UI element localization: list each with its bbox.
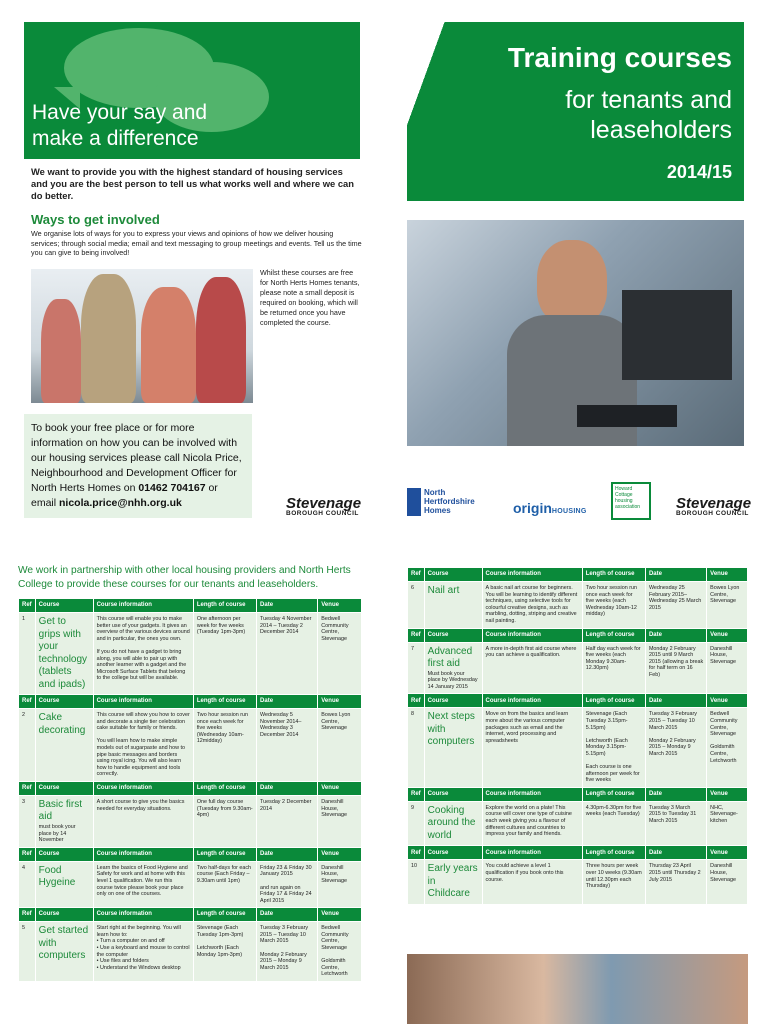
header-venue: Venue bbox=[318, 847, 362, 861]
header-length: Length of course bbox=[193, 599, 256, 613]
course-length: Half day each week for five weeks (each Monday 9.30am-12.30pm) bbox=[582, 642, 645, 694]
course-name-cell bbox=[424, 642, 482, 694]
course-length: Two hour session run once each week for five weeks (Wednesday 10am-12midday) bbox=[193, 709, 256, 782]
course-name: Nail art bbox=[427, 585, 460, 596]
course-date: Tuesday 3 February 2015 – Tuesday 10 March 2015 Monday 2 February 2015 – Monday 9 March 2015 bbox=[645, 708, 706, 788]
header-ref: Ref bbox=[408, 846, 425, 860]
course-date: Wednesday 5 November 2014– Wednesday 3 December 2014 bbox=[257, 709, 318, 782]
table-header-row bbox=[408, 628, 748, 642]
table-header-row bbox=[19, 847, 362, 861]
course-date: Friday 23 & Friday 30 January 2015 and run again on Friday 17 & Friday 24 April 2015 bbox=[257, 861, 318, 908]
nhh-logo-icon bbox=[407, 488, 421, 516]
header-ref: Ref bbox=[19, 781, 36, 795]
header-ref: Ref bbox=[19, 908, 36, 922]
course-activities-photo-strip bbox=[407, 954, 748, 1024]
course-ref: 10 bbox=[408, 860, 425, 905]
course-name-cell bbox=[424, 582, 482, 629]
course-row bbox=[408, 582, 748, 629]
table-header-row bbox=[408, 568, 748, 582]
booking-text: To book your free place or for more information on how you can be involved with our housing services please call Nicola Price, Neighbourhood and Development Officer for North Herts Homes on bbox=[31, 422, 242, 494]
header-ref: Ref bbox=[408, 787, 425, 801]
course-length: Two hour session run once each week for five weeks (each Wednesday 10am-12 midday) bbox=[582, 582, 645, 629]
header-ref: Ref bbox=[408, 568, 425, 582]
header-venue: Venue bbox=[318, 599, 362, 613]
course-length: Stevenage (Each Tuesday 3.15pm-5.15pm) Letchworth (Each Monday 3.15pm-5.15pm) Each course is one afternoon per week for five weeks bbox=[582, 708, 645, 788]
email-link[interactable]: nicola.price@nhh.org.uk bbox=[59, 497, 182, 509]
course-ref: 1 bbox=[19, 613, 36, 695]
origin-logo: originHOUSING bbox=[513, 500, 587, 516]
header-date: Date bbox=[645, 694, 706, 708]
course-name: Cooking around the world bbox=[427, 804, 476, 841]
booking-info-box: To book your free place or for more information on how you can be involved with our housing services please call Nicola Price, Neighbourhood and Development Officer for North Herts Homes on 01462 704167 or email nicola.price@nhh.org.uk bbox=[24, 414, 252, 518]
header-date: Date bbox=[645, 568, 706, 582]
table-header-row bbox=[19, 781, 362, 795]
header-ref: Ref bbox=[408, 694, 425, 708]
course-length: Two half-days for each course (Each Friday – 9.30am until 1pm) bbox=[193, 861, 256, 908]
header-date: Date bbox=[257, 847, 318, 861]
header-info: Course information bbox=[482, 628, 582, 642]
header-course: Course bbox=[35, 695, 93, 709]
course-ref: 8 bbox=[408, 708, 425, 788]
header-info: Course information bbox=[93, 599, 193, 613]
header-venue: Venue bbox=[707, 568, 748, 582]
course-date: Tuesday 3 March 2015 to Tuesday 31 March 2015 bbox=[645, 801, 706, 846]
header-venue: Venue bbox=[318, 908, 362, 922]
course-ref: 5 bbox=[19, 922, 36, 982]
course-row bbox=[19, 922, 362, 982]
header-info: Course information bbox=[93, 847, 193, 861]
table-header-row bbox=[408, 787, 748, 801]
course-note: must book your place by 14 November bbox=[38, 823, 76, 844]
course-info: You could achieve a level 1 qualification if you book onto this course. bbox=[482, 860, 582, 905]
man-at-computer-photo bbox=[407, 220, 744, 446]
course-name-cell bbox=[35, 795, 93, 847]
header-date: Date bbox=[645, 846, 706, 860]
course-note: Must book your place by Wednesday 14 January 2015 bbox=[427, 670, 478, 690]
header-info: Course information bbox=[482, 568, 582, 582]
howard-cottage-logo: Howard Cottage housing association bbox=[611, 482, 651, 520]
header-length: Length of course bbox=[193, 695, 256, 709]
course-date: Thursday 23 April 2015 until Thursday 2 July 2015 bbox=[645, 860, 706, 905]
course-venue: Daneshill House, Stevenage bbox=[707, 860, 748, 905]
header-ref: Ref bbox=[19, 599, 36, 613]
header-length: Length of course bbox=[582, 568, 645, 582]
have-your-say-banner bbox=[24, 22, 360, 159]
group-photo bbox=[31, 269, 253, 403]
header-date: Date bbox=[645, 628, 706, 642]
header-ref: Ref bbox=[408, 628, 425, 642]
table-header-row bbox=[408, 694, 748, 708]
course-ref: 7 bbox=[408, 642, 425, 694]
course-length: One afternoon per week for five weeks (Tuesday 1pm-3pm) bbox=[193, 613, 256, 695]
course-info: This course will show you how to cover and decorate a single tier celebration cake suitable for family or friends. You will learn how to make simple models out of sugarpaste and how to pipe basic messages and borders using royal icing. You will also learn how to handle equipment and tools correctly. bbox=[93, 709, 193, 782]
table-header-row bbox=[19, 695, 362, 709]
course-name: Basic first aid bbox=[38, 798, 83, 823]
deposit-note: Whilst these courses are free for North Herts Homes tenants, please note a small deposit is required on booking, which will be returned once you have completed the course. bbox=[260, 268, 360, 327]
courses-table-left bbox=[18, 598, 362, 982]
header-course: Course bbox=[424, 787, 482, 801]
course-row bbox=[408, 860, 748, 905]
header-course: Course bbox=[424, 568, 482, 582]
header-venue: Venue bbox=[318, 781, 362, 795]
courses-table-right bbox=[407, 567, 748, 905]
course-ref: 2 bbox=[19, 709, 36, 782]
course-name: Early years in Childcare bbox=[427, 863, 478, 900]
header-course: Course bbox=[424, 628, 482, 642]
course-venue: NHC, Stevenage- kitchen bbox=[707, 801, 748, 846]
table-header-row bbox=[19, 599, 362, 613]
course-name-cell bbox=[35, 861, 93, 908]
header-info: Course information bbox=[93, 908, 193, 922]
training-courses-subtitle: for tenants and leaseholders bbox=[565, 86, 732, 144]
course-name: Cake decorating bbox=[38, 712, 86, 736]
training-courses-title: Training courses bbox=[507, 42, 732, 73]
course-name-cell bbox=[35, 922, 93, 982]
table-header-row bbox=[19, 908, 362, 922]
course-ref: 3 bbox=[19, 795, 36, 847]
course-name: Get started with computers bbox=[38, 925, 89, 962]
course-row bbox=[408, 708, 748, 788]
course-row bbox=[408, 801, 748, 846]
header-venue: Venue bbox=[707, 846, 748, 860]
course-row bbox=[19, 613, 362, 695]
course-name-cell bbox=[424, 708, 482, 788]
header-date: Date bbox=[257, 695, 318, 709]
course-name: Food Hygeine bbox=[38, 864, 76, 889]
course-length: Three hours per week over 10 weeks (9.30am until 12.30pm each Thursday) bbox=[582, 860, 645, 905]
header-ref: Ref bbox=[19, 695, 36, 709]
course-name-cell bbox=[35, 709, 93, 782]
course-length: Stevenage (Each Tuesday 1pm-3pm) Letchworth (Each Monday 1pm-3pm) bbox=[193, 922, 256, 982]
header-info: Course information bbox=[482, 694, 582, 708]
course-length: 4.30pm-6.30pm for five weeks (each Tuesday) bbox=[582, 801, 645, 846]
course-date: Monday 2 February 2015 until 9 March 2015 (allowing a break for half term on 16 Feb) bbox=[645, 642, 706, 694]
stevenage-logo-left: Stevenage BOROUGH COUNCIL bbox=[286, 495, 362, 517]
ways-to-get-involved-text: We organise lots of ways for you to express your views and opinions of how we deliver housing services; through social media; email and text messaging to group meetings and events. Tell us the time you can give to being involved! bbox=[31, 229, 362, 258]
header-course: Course bbox=[35, 781, 93, 795]
header-ref: Ref bbox=[19, 847, 36, 861]
course-info: A basic nail art course for beginners. You will be learning to identify different techniques, using selective tools for colourful creative designs, such as marbling, dotting, striping and creative nail painting. bbox=[482, 582, 582, 629]
course-date: Wednesday 25 February 2015– Wednesday 25 March 2015 bbox=[645, 582, 706, 629]
header-course: Course bbox=[424, 846, 482, 860]
course-venue: Daneshill House, Stevenage bbox=[707, 642, 748, 694]
year-label: 2014/15 bbox=[666, 162, 732, 182]
course-info: A more in-depth first aid course where you can achieve a qualification. bbox=[482, 642, 582, 694]
header-length: Length of course bbox=[193, 847, 256, 861]
header-info: Course information bbox=[93, 695, 193, 709]
course-info: This course will enable you to make better use of your gadgets. It gives an overview of the various devices around and in particular, the ones you own. If you do not have a gadget to bring along, you will able to pair up with another learner with a gadget and the Microsoft Surface Tablets that belong to the college but will be available. bbox=[93, 613, 193, 695]
header-length: Length of course bbox=[193, 781, 256, 795]
course-info: Learn the basics of Food Hygiene and Safety for work and at home with this level 1 qualification. We run this course twice please book your place only on one of the courses. bbox=[93, 861, 193, 908]
course-info: Start right at the beginning. You will learn how to: • Turn a computer on and off • Use a keyboard and mouse to control the computer • Use files and folders • Understand the Windows desktop bbox=[93, 922, 193, 982]
course-name-cell bbox=[35, 613, 93, 695]
course-ref: 6 bbox=[408, 582, 425, 629]
stevenage-logo-right: Stevenage BOROUGH COUNCIL bbox=[676, 495, 752, 517]
header-length: Length of course bbox=[582, 787, 645, 801]
header-info: Course information bbox=[93, 781, 193, 795]
course-info: Move on from the basics and learn more about the various computer packages such as email and the internet, word processing and spreadsheets bbox=[482, 708, 582, 788]
header-course: Course bbox=[35, 847, 93, 861]
course-venue: Daneshill House, Stevenage bbox=[318, 795, 362, 847]
course-row bbox=[19, 709, 362, 782]
course-name: Next steps with computers bbox=[427, 711, 475, 748]
header-date: Date bbox=[645, 787, 706, 801]
course-row bbox=[408, 642, 748, 694]
course-row bbox=[19, 861, 362, 908]
course-info: A short course to give you the basics needed for everyday situations. bbox=[93, 795, 193, 847]
course-venue: Bowes Lyon Centre, Stevenage bbox=[707, 582, 748, 629]
course-name: Get to grips with your technology (tablets and ipads) bbox=[38, 616, 88, 690]
header-length: Length of course bbox=[582, 846, 645, 860]
course-ref: 4 bbox=[19, 861, 36, 908]
table-header-row bbox=[408, 846, 748, 860]
course-venue: Bedwell Community Centre, Stevenage Goldsmith Centre, Letchworth bbox=[707, 708, 748, 788]
header-date: Date bbox=[257, 781, 318, 795]
course-date: Tuesday 4 November 2014 – Tuesday 2 December 2014 bbox=[257, 613, 318, 695]
course-venue: Bedwell Community Centre, Stevenage bbox=[318, 613, 362, 695]
header-course: Course bbox=[424, 694, 482, 708]
header-length: Length of course bbox=[193, 908, 256, 922]
intro-text: We want to provide you with the highest standard of housing services and you are the best person to tell us what works well and where we can do better. bbox=[31, 166, 354, 201]
header-info: Course information bbox=[482, 846, 582, 860]
training-courses-banner bbox=[407, 22, 744, 201]
partnership-text: We work in partnership with other local housing providers and North Herts College to provide these courses for our tenants and leaseholders. bbox=[18, 565, 351, 590]
header-date: Date bbox=[257, 599, 318, 613]
header-venue: Venue bbox=[707, 628, 748, 642]
header-venue: Venue bbox=[707, 787, 748, 801]
header-length: Length of course bbox=[582, 628, 645, 642]
header-course: Course bbox=[35, 908, 93, 922]
course-row bbox=[19, 795, 362, 847]
course-venue: Bowes Lyon Centre, Stevenage bbox=[318, 709, 362, 782]
header-date: Date bbox=[257, 908, 318, 922]
nhh-logo: North Hertfordshire Homes bbox=[424, 488, 475, 515]
course-date: Tuesday 3 February 2015 – Tuesday 10 March 2015 Monday 2 February 2015 – Monday 9 March 2015 bbox=[257, 922, 318, 982]
course-name: Advanced first aid bbox=[427, 645, 473, 670]
course-name-cell bbox=[424, 860, 482, 905]
course-ref: 9 bbox=[408, 801, 425, 846]
header-length: Length of course bbox=[582, 694, 645, 708]
header-course: Course bbox=[35, 599, 93, 613]
banner-title: Have your say and make a difference bbox=[32, 101, 208, 150]
header-venue: Venue bbox=[707, 694, 748, 708]
course-info: Explore the world on a plate! This course will cover one type of cuisine each week giving you a flavour of different cultures and countries to impress your family and friends. bbox=[482, 801, 582, 846]
course-name-cell bbox=[424, 801, 482, 846]
ways-to-get-involved-heading: Ways to get involved bbox=[31, 212, 160, 227]
course-length: One full day course (Tuesday from 9.30am-4pm) bbox=[193, 795, 256, 847]
header-info: Course information bbox=[482, 787, 582, 801]
header-venue: Venue bbox=[318, 695, 362, 709]
course-date: Tuesday 2 December 2014 bbox=[257, 795, 318, 847]
phone-number[interactable]: 01462 704167 bbox=[138, 482, 206, 494]
course-venue: Daneshill House, Stevenage bbox=[318, 861, 362, 908]
course-venue: Bedwell Community Centre, Stevenage Goldsmith Centre, Letchworth bbox=[318, 922, 362, 982]
